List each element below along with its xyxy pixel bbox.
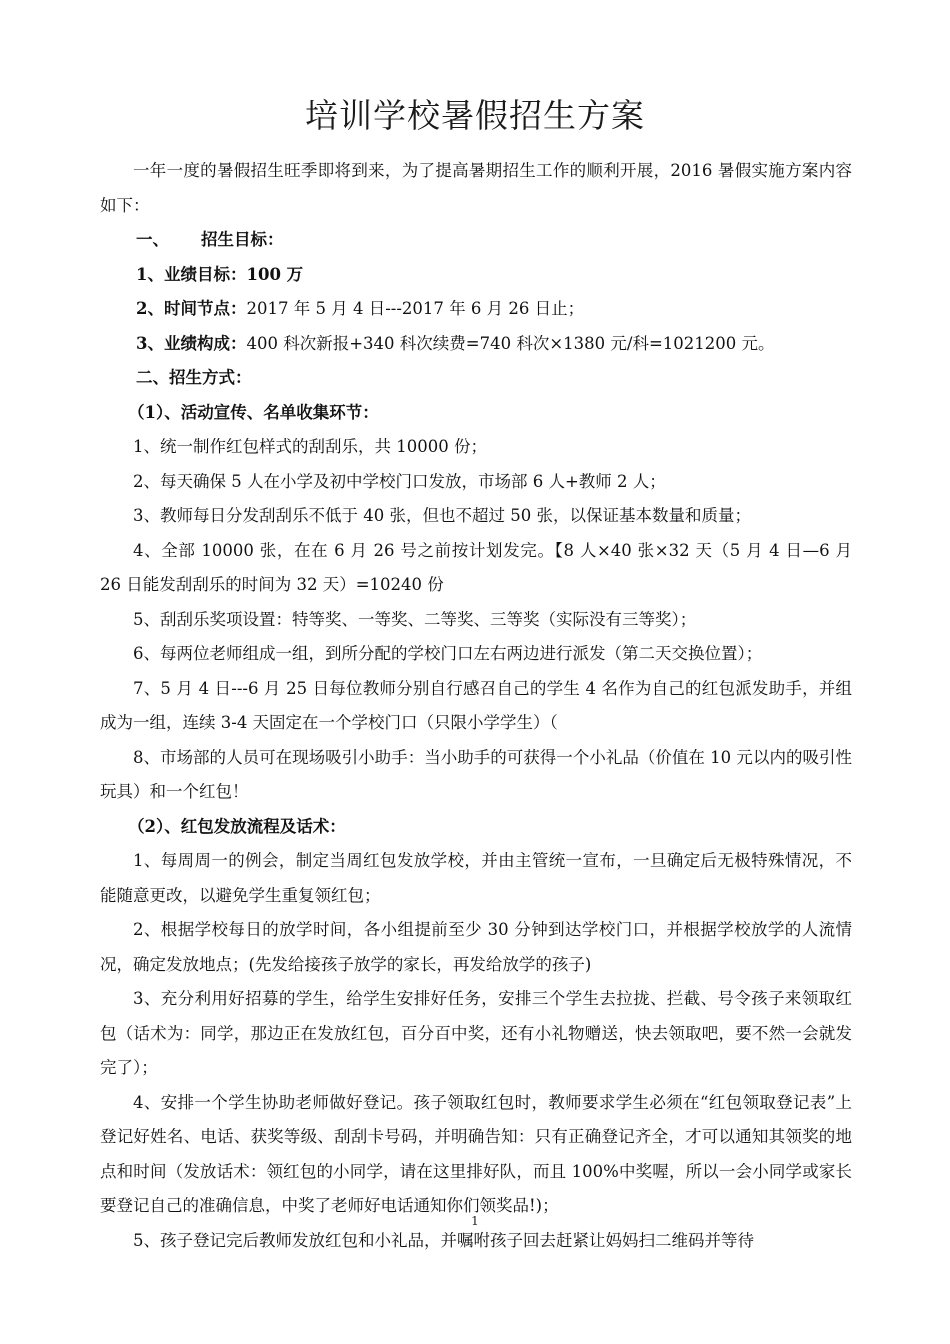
section-number: 一、 — [136, 230, 169, 249]
page-number: 1 — [471, 1214, 479, 1228]
list-item: 8、市场部的人员可在现场吸引小助手：当小助手的可获得一个小礼品（价值在 10 元以内的吸引性玩具）和一个红包！ — [100, 747, 852, 801]
page-title: 培训学校暑假招生方案 — [305, 96, 645, 135]
section-title: 招生目标： — [201, 230, 284, 249]
goal-item — [100, 258, 852, 293]
list-item: 7、5 月 4 日---6 月 25 日每位教师分别自行感召自己的学生 4 名作为自己的红包派发助手，并组成为一组，连续 3-4 天固定在一个学校门口（只限小学学生）（ — [100, 678, 852, 732]
section-heading-methods: 二、招生方式： — [136, 368, 252, 387]
list-item: 2、每天确保 5 人在小学及初中学校门口发放，市场部 6 人+教师 2 人； — [133, 471, 666, 491]
list-item: 1、每周周一的例会，制定当周红包发放学校，并由主管统一宣布，一旦确定后无极特殊情况，不能随意更改，以避免学生重复领红包； — [100, 851, 852, 905]
goal-label: 3、业绩构成： — [136, 333, 247, 353]
goal-item — [100, 327, 852, 362]
section-heading-goals — [100, 223, 852, 258]
goal-value: 2017 年 5 月 4 日---2017 年 6 月 26 日止； — [246, 299, 585, 318]
list-item: 5、孩子登记完后教师发放红包和小礼品，并嘱咐孩子回去赶紧让妈妈扫二维码并等待 — [133, 1230, 754, 1250]
goal-item — [100, 292, 852, 327]
goal-label: 2、时间节点： — [136, 299, 247, 318]
intro-paragraph: 一年一度的暑假招生旺季即将到来，为了提高暑期招生工作的顺利开展，2016 暑假实施方案内容如下： — [100, 161, 852, 215]
document-body — [100, 154, 852, 1258]
list-item: 3、充分利用好招募的学生，给学生安排好任务，安排三个学生去拉拢、拦截、号令孩子来领取红包（话术为：同学，那边正在发放红包，百分百中奖，还有小礼物赠送，快去领取吧，要不然一会就发完了）； — [100, 989, 852, 1077]
list-item: 6、每两位老师组成一组，到所分配的学校门口左右两边进行派发（第二天交换位置）； — [133, 644, 763, 663]
list-item: 4、全部 10000 张，在在 6 月 26 号之前按计划发完。【8 人×40 张×32 天（5 月 4 日—6 月 26 日能发刮刮乐的时间为 32 天）=10240 份 — [100, 540, 852, 594]
subsection-heading: （1）、活动宣传、名单收集环节： — [128, 402, 379, 422]
goal-value: 100 万 — [246, 264, 304, 284]
list-item: 4、安排一个学生协助老师做好登记。孩子领取红包时，教师要求学生必须在“红包领取登记表”上登记好姓名、电话、获奖等级、刮刮卡号码，并明确告知：只有正确登记齐全，才可以通知其领奖的地点和时间（发放话术：领红包的小同学，请在这里排好队，而且 100%中奖喔，所以一会小同学或家长要登记自己的准确信息，中奖了老师好电话通知你们领奖品!)； — [100, 1092, 852, 1215]
list-item: 5、刮刮乐奖项设置：特等奖、一等奖、二等奖、三等奖（实际没有三等奖）； — [133, 609, 697, 629]
list-item: 1、统一制作红包样式的刮刮乐，共 10000 份； — [133, 437, 487, 456]
goal-label: 1、业绩目标： — [136, 264, 247, 284]
goal-value: 400 科次新报+340 科次续费=740 科次×1380 元/科=1021200 元。 — [246, 333, 775, 353]
list-item: 3、教师每日分发刮刮乐不低于 40 张，但也不超过 50 张，以保证基本数量和质量； — [133, 506, 751, 525]
list-item: 2、根据学校每日的放学时间，各小组提前至少 30 分钟到达学校门口，并根据学校放学的人流情况，确定发放地点；(先发给接孩子放学的家长，再发给放学的孩子) — [100, 920, 852, 974]
subsection-heading: （2）、红包发放流程及话术： — [128, 816, 346, 836]
